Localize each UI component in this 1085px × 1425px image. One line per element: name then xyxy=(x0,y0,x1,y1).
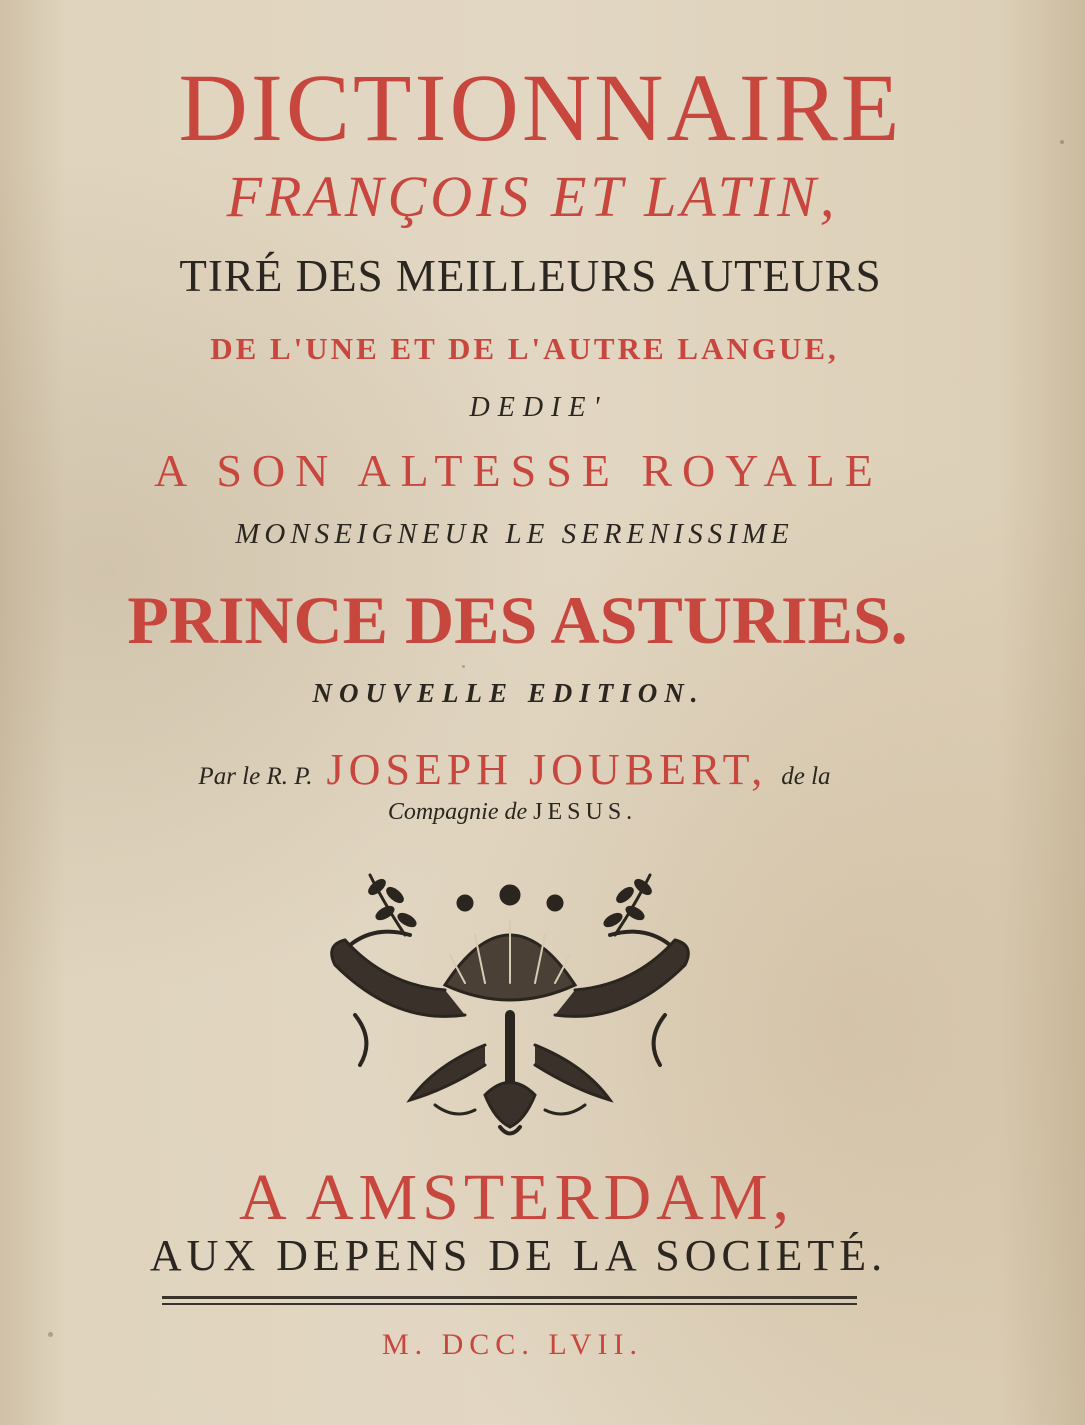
author-name: JOSEPH JOUBERT, xyxy=(326,745,768,794)
imprint-rule-thick xyxy=(162,1296,857,1299)
paper-spot xyxy=(462,665,465,668)
author-suffix: de la xyxy=(781,763,831,790)
dedication-altesse-royale: A SON ALTESSE ROYALE xyxy=(154,445,883,496)
dedication-monseigneur: MONSEIGNEUR LE SERENISSIME xyxy=(235,518,794,550)
imprint-city: A AMSTERDAM, xyxy=(238,1161,795,1234)
edition-label: NOUVELLE EDITION. xyxy=(312,678,705,708)
author-prefix: Par le R. P. xyxy=(198,763,313,790)
title-dictionnaire: DICTIONNAIRE xyxy=(178,54,903,161)
author-line xyxy=(0,745,1057,794)
imprint-date: M. DCC. LVII. xyxy=(381,1328,644,1361)
imprint-rule-thin xyxy=(162,1303,857,1305)
company-name: JESUS. xyxy=(533,799,638,825)
company-prefix: Compagnie de xyxy=(387,799,528,825)
company-line xyxy=(0,800,1055,824)
subtitle-de-lune-et-de-lautre-langue: DE L'UNE ET DE L'AUTRE LANGUE, xyxy=(210,331,839,366)
subtitle-francois-et-latin: FRANÇOIS ET LATIN, xyxy=(226,164,839,229)
printers-ornament-icon xyxy=(315,865,705,1140)
dedication-label: DEDIE' xyxy=(469,392,608,423)
imprint-publisher: AUX DEPENS DE LA SOCIETÉ. xyxy=(149,1231,888,1280)
subtitle-tire-des-meilleurs-auteurs: TIRÉ DES MEILLEURS AUTEURS xyxy=(179,251,882,301)
dedication-prince-des-asturies: PRINCE DES ASTURIES. xyxy=(127,582,908,658)
